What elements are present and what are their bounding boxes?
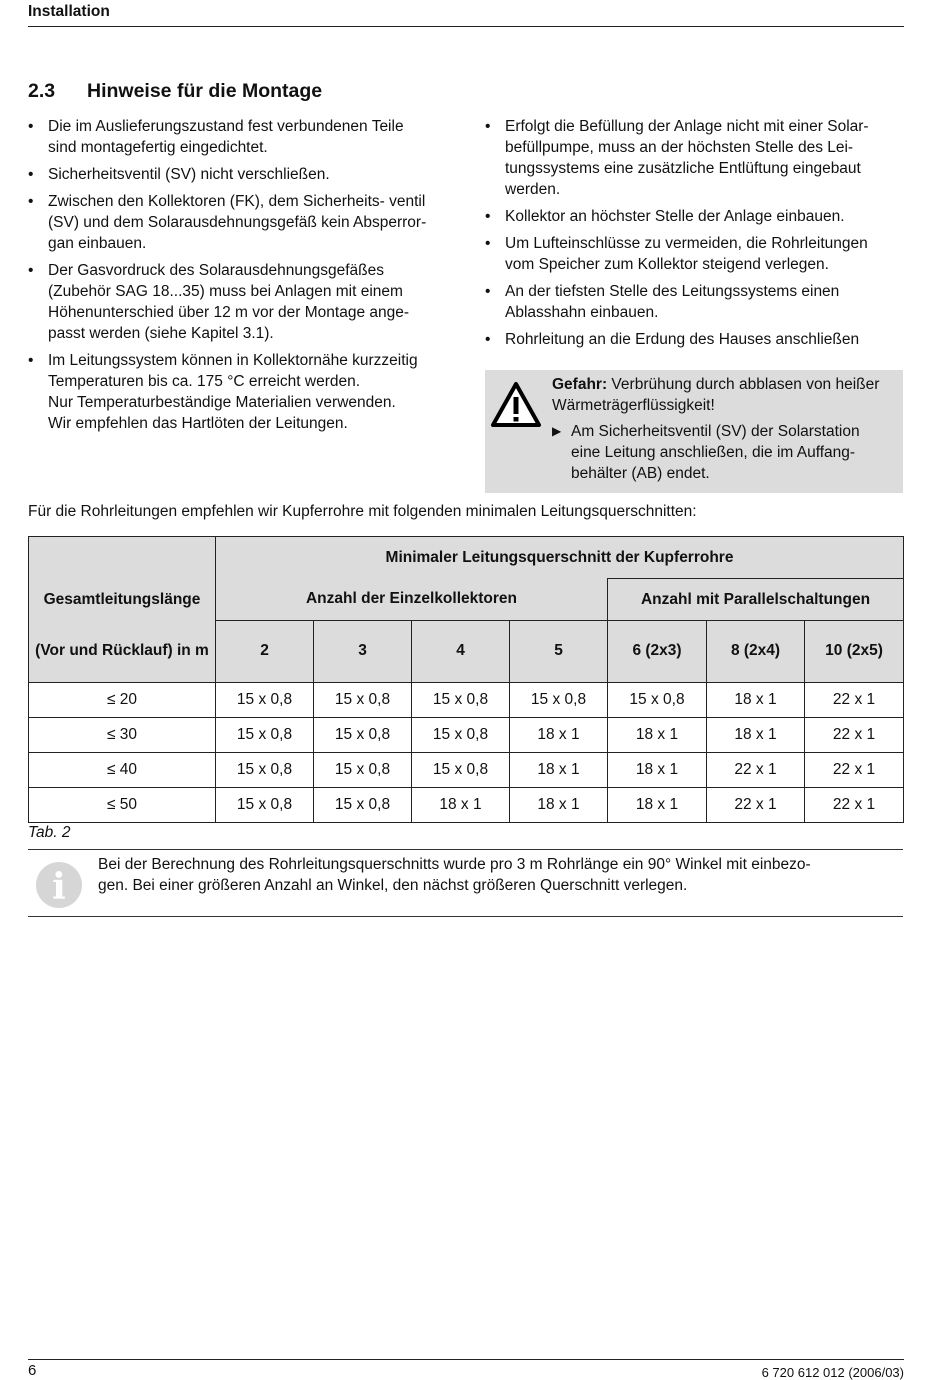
table-cell: 22 x 1 (805, 787, 904, 822)
info-note (28, 849, 903, 917)
left-column (28, 116, 452, 440)
table-cell: 18 x 1 (510, 787, 608, 822)
table-cell: 15 x 0,8 (314, 682, 412, 717)
table-row (29, 717, 904, 752)
list-item: • Im Leitungssystem können in Kollektornähe kurzzeitig Temperaturen bis ca. 175 °C erreicht werden. Nur Temperaturbeständige Materialien verwenden. Wir empfehlen das Hartlöten der Leitungen. (28, 350, 452, 434)
action-arrow-icon: ▶ (552, 424, 562, 438)
table-subheader: 6 (2x3) (608, 621, 707, 683)
table-cell: 22 x 1 (805, 752, 904, 787)
list-item: • Erfolgt die Befüllung der Anlage nicht mit einer Solar- befüllpumpe, muss an der höchsten Stelle des Lei- tungssystems eine zusätzliche Entlüftung eingebaut werden. (485, 116, 903, 200)
header-section-label: Installation (28, 3, 110, 20)
table-caption: Tab. 2 (28, 824, 71, 841)
table-cell: 18 x 1 (510, 752, 608, 787)
table-cell: 22 x 1 (805, 717, 904, 752)
table-row (29, 682, 904, 717)
table-subheader: 10 (2x5) (805, 621, 904, 683)
right-bullet-list (485, 116, 903, 350)
table-group-header-parallel: Anzahl mit Parallelschaltungen (608, 579, 904, 621)
table-header-blank (29, 537, 216, 579)
list-item: • Kollektor an höchster Stelle der Anlage einbauen. (485, 206, 903, 227)
list-item: • Sicherheitsventil (SV) nicht verschließen. (28, 164, 452, 185)
table-cell-length: ≤ 50 (29, 787, 216, 822)
table-cell: 15 x 0,8 (608, 682, 707, 717)
table-cell: 18 x 1 (510, 717, 608, 752)
table-header-length: Gesamtleitungslänge (29, 579, 216, 621)
list-item: • An der tiefsten Stelle des Leitungssystems einen Ablasshahn einbauen. (485, 281, 903, 323)
warning-text (552, 374, 888, 416)
table-cell: 15 x 0,8 (314, 752, 412, 787)
table-cell-length: ≤ 20 (29, 682, 216, 717)
table-row (29, 787, 904, 822)
info-icon-glyph: i (52, 866, 66, 908)
table-header-length-unit: (Vor und Rücklauf) in m (29, 621, 216, 683)
danger-warning-box (485, 370, 903, 493)
section-title: Hinweise für die Montage (87, 80, 323, 102)
table-cell: 18 x 1 (608, 752, 707, 787)
table-cell: 22 x 1 (707, 752, 805, 787)
warning-message: Verbrühung durch abblasen von heißer Wärmeträgerflüssigkeit! (552, 376, 880, 414)
warning-action-text: Am Sicherheitsventil (SV) der Solarstation eine Leitung anschließen, die im Auffang- behälter (AB) endet. (571, 423, 860, 482)
left-bullet-list (28, 116, 452, 434)
warning-action (552, 421, 888, 484)
table-cell: 22 x 1 (707, 787, 805, 822)
page-number: 6 (28, 1362, 37, 1379)
document-number: 6 720 612 012 (2006/03) (761, 1365, 904, 1380)
table-intro: Für die Rohrleitungen empfehlen wir Kupferrohre mit folgenden minimalen Leitungsquerschnitten: (28, 503, 697, 520)
warning-label: Gefahr: (552, 376, 608, 393)
table-cell-length: ≤ 30 (29, 717, 216, 752)
table-main-header: Minimaler Leitungsquerschnitt der Kupferrohre (216, 537, 904, 579)
table-cell: 18 x 1 (608, 787, 707, 822)
table-cell: 22 x 1 (805, 682, 904, 717)
list-item: • Zwischen den Kollektoren (FK), dem Sicherheits- ventil (SV) und dem Solarausdehnungsgefäß kein Absperror- gan einbauen. (28, 191, 452, 254)
table-subheader: 3 (314, 621, 412, 683)
page-footer (28, 1359, 904, 1380)
table-cell: 15 x 0,8 (216, 752, 314, 787)
list-item: • Um Lufteinschlüsse zu vermeiden, die Rohrleitungen vom Speicher zum Kollektor steigend verlegen. (485, 233, 903, 275)
table-cell-length: ≤ 40 (29, 752, 216, 787)
table-cell: 18 x 1 (707, 682, 805, 717)
table-group-header-single: Anzahl der Einzelkollektoren (216, 579, 608, 621)
warning-triangle-icon (489, 380, 543, 430)
table-cell: 15 x 0,8 (412, 717, 510, 752)
list-item: • Die im Auslieferungszustand fest verbundenen Teile sind montagefertig eingedichtet. (28, 116, 452, 158)
table-subheader: 5 (510, 621, 608, 683)
section-heading (28, 80, 322, 103)
table-cell: 15 x 0,8 (412, 682, 510, 717)
table-row (29, 752, 904, 787)
table-subheader: 8 (2x4) (707, 621, 805, 683)
table-cell: 18 x 1 (707, 717, 805, 752)
table-cell: 18 x 1 (412, 787, 510, 822)
info-icon (36, 862, 82, 908)
right-column (485, 116, 903, 356)
table-cell: 15 x 0,8 (412, 752, 510, 787)
table-subheader: 2 (216, 621, 314, 683)
table-cell: 18 x 1 (608, 717, 707, 752)
section-number: 2.3 (28, 80, 56, 102)
table-cell: 15 x 0,8 (216, 717, 314, 752)
info-note-text: Bei der Berechnung des Rohrleitungsquerschnitts wurde pro 3 m Rohrlänge ein 90° Winkel mit einbezo- gen. Bei einer größeren Anzahl an Winkel, den nächst größeren Querschnitt verlegen. (98, 856, 811, 894)
table-cell: 15 x 0,8 (314, 787, 412, 822)
table-cell: 15 x 0,8 (314, 717, 412, 752)
list-item: • Der Gasvordruck des Solarausdehnungsgefäßes (Zubehör SAG 18...35) muss bei Anlagen mit einem Höhenunterschied über 12 m vor der Montage ange- passt werden (siehe Kapitel 3.1). (28, 260, 452, 344)
table-cell: 15 x 0,8 (216, 682, 314, 717)
table-cell: 15 x 0,8 (510, 682, 608, 717)
pipe-size-table (28, 536, 904, 823)
list-item: • Rohrleitung an die Erdung des Hauses anschließen (485, 329, 903, 350)
page-header (28, 3, 904, 27)
table-subheader: 4 (412, 621, 510, 683)
table-cell: 15 x 0,8 (216, 787, 314, 822)
